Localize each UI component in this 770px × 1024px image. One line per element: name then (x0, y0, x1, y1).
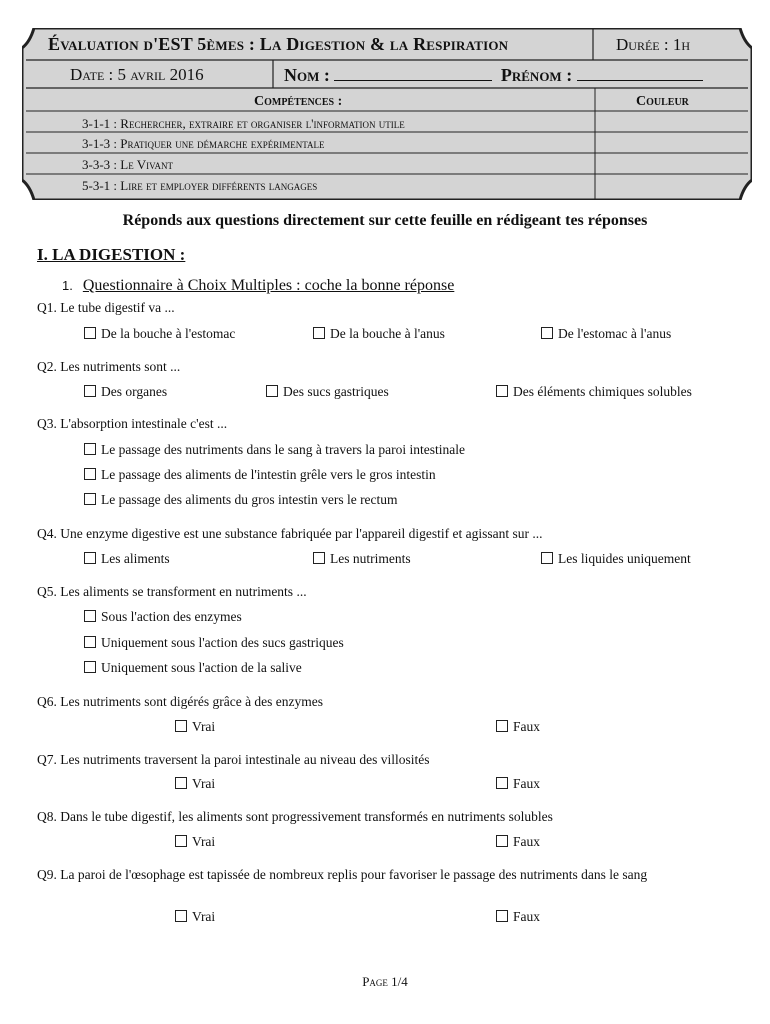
option-q6-faux[interactable]: Faux (496, 719, 540, 735)
question-q7: Q7. Les nutriments traversent la paroi intestinale au niveau des villosités (37, 752, 430, 767)
checkbox-icon[interactable] (84, 610, 96, 622)
question-q9: Q9. La paroi de l'œsophage est tapissée de nombreux replis pour favoriser le passage des nutriments dans le sang (37, 867, 648, 882)
competences-header: Compétences : (254, 94, 343, 109)
option-q5-c[interactable]: Uniquement sous l'action de la salive (84, 660, 302, 676)
checkbox-icon[interactable] (496, 910, 508, 922)
exam-date: Date : 5 avril 2016 (70, 65, 204, 84)
exam-title: Évaluation d'EST 5èmes : La Digestion & la Respiration (48, 34, 509, 54)
checkbox-icon[interactable] (84, 636, 96, 648)
option-q2-b[interactable]: Des sucs gastriques (266, 384, 389, 400)
competence-row: 3-1-3 : Pratiquer une démarche expérimentale (82, 136, 325, 151)
couleur-header: Couleur (636, 94, 689, 109)
question-q4: Q4. Une enzyme digestive est une substance fabriquée par l'appareil digestif et agissant sur ... (37, 526, 543, 541)
competence-row: 3-1-1 : Rechercher, extraire et organiser l'information utile (82, 116, 405, 131)
checkbox-icon[interactable] (84, 493, 96, 505)
section-title: I. LA DIGESTION : (37, 245, 186, 264)
checkbox-icon[interactable] (266, 385, 278, 397)
option-q1-b[interactable]: De la bouche à l'anus (313, 326, 445, 342)
option-q3-a[interactable]: Le passage des nutriments dans le sang à travers la paroi intestinale (84, 442, 465, 458)
option-q1-c[interactable]: De l'estomac à l'anus (541, 326, 671, 342)
name-fields (284, 64, 703, 86)
option-q5-b[interactable]: Uniquement sous l'action des sucs gastriques (84, 635, 344, 651)
checkbox-icon[interactable] (175, 910, 187, 922)
checkbox-icon[interactable] (313, 552, 325, 564)
qcm-heading (62, 277, 454, 295)
checkbox-icon[interactable] (175, 835, 187, 847)
option-q2-a[interactable]: Des organes (84, 384, 167, 400)
prenom-blank-line[interactable] (577, 64, 703, 81)
checkbox-icon[interactable] (313, 327, 325, 339)
option-q2-c[interactable]: Des éléments chimiques solubles (496, 384, 692, 400)
question-q5: Q5. Les aliments se transforment en nutriments ... (37, 584, 307, 599)
option-q9-vrai[interactable]: Vrai (175, 909, 215, 925)
checkbox-icon[interactable] (84, 468, 96, 480)
qcm-number: 1. (62, 278, 73, 293)
header-frame (22, 28, 752, 200)
checkbox-icon[interactable] (84, 661, 96, 673)
checkbox-icon[interactable] (541, 552, 553, 564)
exam-duration: Durée : 1h (616, 35, 690, 54)
competence-row: 3-3-3 : Le Vivant (82, 157, 173, 172)
checkbox-icon[interactable] (496, 835, 508, 847)
prenom-label: Prénom : (500, 65, 573, 85)
checkbox-icon[interactable] (541, 327, 553, 339)
option-q4-c[interactable]: Les liquides uniquement (541, 551, 691, 567)
checkbox-icon[interactable] (84, 443, 96, 455)
question-q1: Q1. Le tube digestif va ... (37, 300, 175, 315)
question-q6: Q6. Les nutriments sont digérés grâce à des enzymes (37, 694, 324, 709)
checkbox-icon[interactable] (175, 720, 187, 732)
question-q2: Q2. Les nutriments sont ... (37, 359, 181, 374)
checkbox-icon[interactable] (496, 720, 508, 732)
option-q8-faux[interactable]: Faux (496, 834, 540, 850)
question-q3: Q3. L'absorption intestinale c'est ... (37, 416, 228, 431)
checkbox-icon[interactable] (84, 552, 96, 564)
nom-label: Nom : (284, 65, 330, 85)
option-q4-a[interactable]: Les aliments (84, 551, 170, 567)
checkbox-icon[interactable] (175, 777, 187, 789)
option-q5-a[interactable]: Sous l'action des enzymes (84, 609, 242, 625)
nom-blank-line[interactable] (334, 64, 492, 81)
checkbox-icon[interactable] (496, 385, 508, 397)
checkbox-icon[interactable] (496, 777, 508, 789)
qcm-title: Questionnaire à Choix Multiples : coche la bonne réponse (82, 277, 455, 294)
checkbox-icon[interactable] (84, 327, 96, 339)
option-q7-faux[interactable]: Faux (496, 776, 540, 792)
checkbox-icon[interactable] (84, 385, 96, 397)
option-q9-faux[interactable]: Faux (496, 909, 540, 925)
option-q8-vrai[interactable]: Vrai (175, 834, 215, 850)
option-q4-b[interactable]: Les nutriments (313, 551, 411, 567)
option-q3-b[interactable]: Le passage des aliments de l'intestin grêle vers le gros intestin (84, 467, 436, 483)
option-q3-c[interactable]: Le passage des aliments du gros intestin vers le rectum (84, 492, 398, 508)
option-q6-vrai[interactable]: Vrai (175, 719, 215, 735)
option-q1-a[interactable]: De la bouche à l'estomac (84, 326, 235, 342)
instruction-text: Réponds aux questions directement sur cette feuille en rédigeant tes réponses (122, 212, 648, 229)
competence-row: 5-3-1 : Lire et employer différents langages (82, 178, 318, 193)
question-q8: Q8. Dans le tube digestif, les aliments sont progressivement transformés en nutriments solubles (37, 809, 553, 824)
option-q7-vrai[interactable]: Vrai (175, 776, 215, 792)
page-number: Page 1/4 (362, 974, 408, 989)
